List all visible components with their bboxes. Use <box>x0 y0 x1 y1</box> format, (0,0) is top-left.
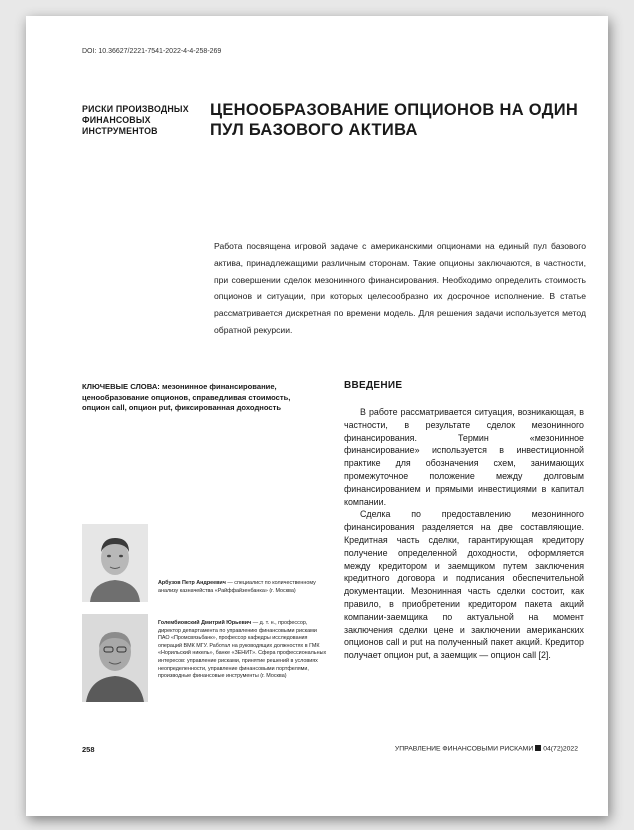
author-photo <box>82 614 148 702</box>
article-title: ЦЕНООБРАЗОВАНИЕ ОПЦИОНОВ НА ОДИН ПУЛ БАЗОВОГО АКТИВА <box>210 101 579 139</box>
doi: DOI: 10.36627/2221-7541-2022-4-4-258-269 <box>82 48 222 55</box>
body-text <box>344 406 584 662</box>
page-number: 258 <box>82 745 95 754</box>
author-bio: — специалист по количественному анализу казначейства «Райффайзенбанка» (г. Москва) <box>158 580 316 594</box>
author-name: Арбузов Петр Андреевич <box>158 580 226 586</box>
abstract: Работа посвящена игровой задаче с американскими опционами на единый пул базового актива, принадлежащими различным сторонам. Такие опционы заключаются, в частности, при совершении сделок мезонинного финансирования. Необходимо определить стоимость опционов и ситуации, при которых целесообразно их досрочное исполнение. В статье рассматривается дискретная по времени модель. Для решения задачи используется метод обратной рекурсии. <box>214 241 586 335</box>
author-name: Голембиовский Дмитрий Юрьевич <box>158 620 252 626</box>
keywords: КЛЮЧЕВЫЕ СЛОВА: мезонинное финансирование, ценообразование опционов, справедливая стоимость, опцион call, опцион put, фиксированная доходность <box>82 382 291 413</box>
author-bio: — д. т. н., профессор, директор департамента по управлению финансовыми рисками ПАО «Промсвязьбанк», профессор кафедры исследования операций ВМК МГУ. Работал на руководящих должностях в ГМК «Норильский никель», банке «ЗЕНИТ». Сфера профессиональных интересов: управление рисками, принятие решений в условиях неопределенности, управление финансовыми портфелями, производные финансовые инструменты (г. Москва) <box>158 620 327 680</box>
author-info <box>158 580 328 595</box>
paragraph: В работе рассматривается ситуация, возникающая, в частности, в результате сделок мезонинного финансирования. Термин «мезонинное финансирование» используется в инвестиционной практике для обозначения схем, занимающих промежуточное положение между долговым финансированием и прямыми инвестициями в капитал компании. <box>344 407 584 507</box>
journal-page <box>26 16 608 816</box>
rubric: РИСКИ ПРОИЗВОДНЫХ ФИНАНСОВЫХ ИНСТРУМЕНТОВ <box>82 104 189 136</box>
section-heading: ВВЕДЕНИЕ <box>344 380 403 391</box>
separator-square-icon <box>535 745 541 751</box>
author-photo <box>82 524 148 602</box>
journal-footer <box>395 745 578 753</box>
journal-issue: 04(72)2022 <box>543 745 578 753</box>
author-info <box>158 620 328 681</box>
journal-name: УПРАВЛЕНИЕ ФИНАНСОВЫМИ РИСКАМИ <box>394 745 534 753</box>
paragraph: Сделка по предоставлению мезонинного финансирования разделяется на две составляющие. Кредитная часть сделки, гарантирующая кредитору получение определенной доходности, оформляется между кредитором и заемщиком путем заключения кредитного договора и подписания обеспечительной документации. Мезонинная часть сделки состоит, как правило, в приобретении кредитором пакета акций компании-заемщика по актуальной на момент заключения сделки цене и заключении американских опционов call и put на полученный пакет акций. Кредитор получает опцион put, а заемщик — опцион call [2]. <box>344 509 584 661</box>
